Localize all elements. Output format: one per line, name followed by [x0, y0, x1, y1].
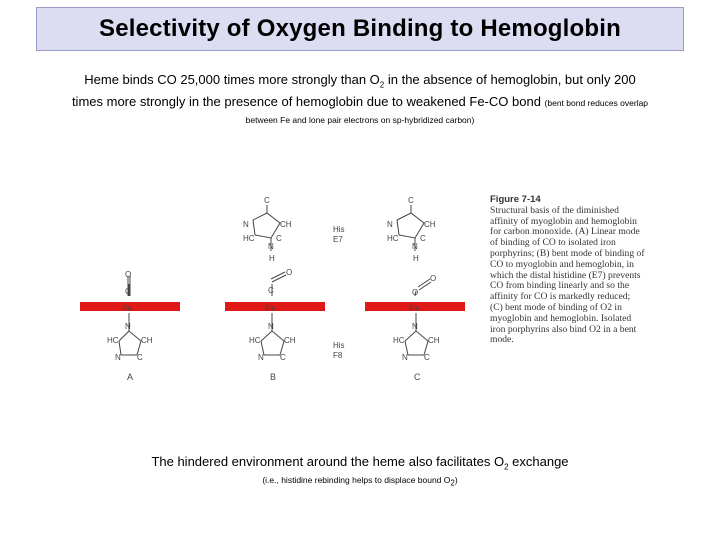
panel-b-label: B — [270, 372, 277, 382]
a-fe-label: Fe — [123, 304, 133, 313]
b-hc-top: HC — [243, 234, 255, 243]
a-hc-label: HC — [107, 336, 119, 345]
a-ch-label: CH — [141, 336, 153, 345]
c-n-top: N — [387, 220, 393, 229]
c-n-label: N — [412, 322, 418, 331]
b-n-top: N — [243, 220, 249, 229]
c-ch-top: CH — [424, 220, 436, 229]
a-c-label: C — [125, 287, 131, 296]
a-o-label: O — [125, 270, 132, 279]
bottom-main-pre: The hindered environment around the heme also facilitates O — [151, 454, 505, 469]
b-c2-label: C — [280, 353, 286, 362]
bottom-main-sub: 2 — [504, 462, 509, 472]
a-c2-label: C — [137, 353, 143, 362]
page-title: Selectivity of Oxygen Binding to Hemoglobin — [99, 15, 621, 42]
c-o-label: O — [412, 288, 419, 297]
c-fe-label: Fe — [410, 304, 420, 313]
b-n2-label: N — [258, 353, 264, 362]
figure-caption — [490, 195, 645, 346]
bottom-note-post: ) — [454, 475, 458, 485]
c-c2-label: C — [424, 353, 430, 362]
c-n-bot: N — [412, 242, 418, 251]
bottom-note-sub: 2 — [450, 478, 455, 488]
b-n-bot: N — [268, 242, 274, 251]
his-e7-label: His — [333, 225, 345, 234]
intro-part1: Heme binds CO 25,000 times more strongly than O — [84, 72, 380, 87]
b-o-label: O — [286, 268, 293, 277]
c-o-top: O — [430, 274, 437, 283]
b-c-top: C — [264, 196, 270, 205]
c-c-right: C — [420, 234, 426, 243]
c-c-top: C — [408, 196, 414, 205]
intro-part2: in the absence of hemoglobin, but only 200 times more strongly in the presence of hemoglobin due to weakened Fe-CO bond — [71, 72, 636, 109]
his-f8-pos: F8 — [333, 351, 343, 360]
intro-text — [70, 72, 650, 128]
b-ch-top: CH — [280, 220, 292, 229]
c-hc-top: HC — [387, 234, 399, 243]
b-n-label: N — [268, 322, 274, 331]
figure-7-14 — [75, 185, 645, 390]
panel-c-label: C — [414, 372, 421, 382]
b-ch-label: CH — [284, 336, 296, 345]
title-bar — [36, 7, 684, 51]
his-f8-label: His — [333, 341, 345, 350]
c-h-label: H — [413, 254, 419, 263]
caption-title: Figure 7-14 — [490, 194, 541, 205]
bottom-note — [90, 475, 630, 488]
c-ch-label: CH — [428, 336, 440, 345]
c-n2-label: N — [402, 353, 408, 362]
b-fe-label: Fe — [266, 304, 276, 313]
b-c-label: C — [268, 286, 274, 295]
c-hc-label: HC — [393, 336, 405, 345]
bottom-note-pre: (i.e., histidine rebinding helps to displace bound O — [262, 475, 451, 485]
his-e7-pos: E7 — [333, 235, 343, 244]
panel-a-label: A — [127, 372, 134, 382]
b-h-label: H — [269, 254, 275, 263]
a-n-label: N — [125, 322, 131, 331]
a-n2-label: N — [115, 353, 121, 362]
binding-diagram — [75, 185, 490, 390]
bottom-statement — [90, 454, 630, 472]
bottom-main-post: exchange — [508, 454, 569, 469]
b-hc-label: HC — [249, 336, 261, 345]
intro-note: (bent bond reduces overlap between Fe and lone pair electrons on sp-hybridized carbon) — [245, 97, 649, 125]
b-c-right: C — [276, 234, 282, 243]
caption-text: Structural basis of the diminished affinity of myoglobin and hemoglobin for carbon monoxide. (A) Linear mode of binding of CO to isolated iron porphyrins; (B) bent mode of binding of CO to myoglobin and hemoglobin, in which the distal histidine (E7) prevents CO from binding linearly and so the affinity for CO is markedly reduced; (C) bent mode of binding of O2 in myoglobin and hemoglobin. Isolated iron porphyrins also bind O2 in a bent mode. — [490, 204, 645, 346]
intro-sub: 2 — [379, 80, 385, 90]
